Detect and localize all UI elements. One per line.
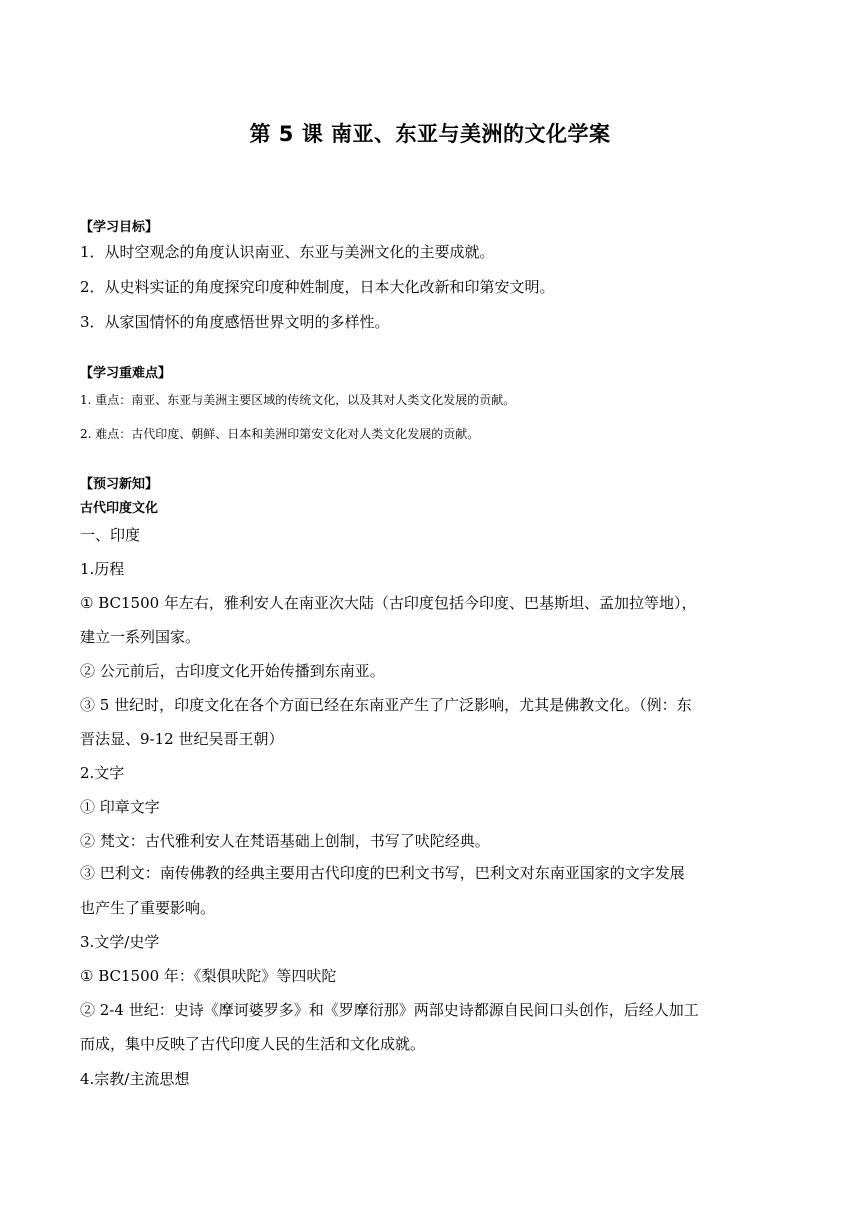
body-line: 2.文字 [80,764,125,782]
body-line: 4.宗教/主流思想 [80,1070,190,1088]
body-line: ② 梵文：古代雅利安人在梵语基础上创制，书写了吠陀经典。 [80,832,490,850]
objectives-heading: 【学习目标】 [80,220,159,235]
body-line: ② 公元前后，古印度文化开始传播到东南亚。 [80,662,385,680]
body-line: 一、印度 [80,526,141,544]
body-line: 3.文学/史学 [80,933,160,951]
key-points-heading: 【学习重难点】 [80,366,172,381]
key-point-item: 1. 重点：南亚、东亚与美洲主要区域的传统文化，以及其对人类文化发展的贡献。 [80,393,516,407]
body-line: ③ 5 世纪时，印度文化在各个方面已经在东南亚产生了广泛影响，尤其是佛教文化。（例：东 [80,696,692,714]
page-title: 第 5 课 南亚、东亚与美洲的文化学案 [249,122,611,146]
preview-heading: 【预习新知】 [80,477,159,492]
body-line: 1.历程 [80,560,125,578]
body-line: ① BC1500 年：《梨俱吠陀》等四吠陀 [80,967,337,985]
body-line: ① BC1500 年左右，雅利安人在南亚次大陆（古印度包括今印度、巴基斯坦、孟加拉等地）， [80,594,697,612]
objective-item: 2．从史料实证的角度探究印度种姓制度，日本大化改新和印第安文明。 [80,278,555,296]
body-line: 也产生了重要影响。 [80,899,216,917]
body-line: ② 2-4 世纪：史诗《摩诃婆罗多》和《罗摩衍那》两部史诗都源自民间口头创作，后经人加工 [80,1001,699,1019]
body-line: ① 印章文字 [80,798,160,816]
body-line: 晋法显、9-12 世纪吴哥王朝） [80,730,284,748]
body-line: 而成，集中反映了古代印度人民的生活和文化成就。 [80,1035,426,1053]
preview-subheading: 古代印度文化 [80,501,159,516]
key-point-item: 2. 难点：古代印度、朝鲜、日本和美洲印第安文化对人类文化发展的贡献。 [80,427,480,441]
objective-item: 1．从时空观念的角度认识南亚、东亚与美洲文化的主要成就。 [80,243,495,261]
body-line: 建立一系列国家。 [80,628,201,646]
body-line: ③ 巴利文：南传佛教的经典主要用古代印度的巴利文书写，巴利文对东南亚国家的文字发展 [80,864,685,882]
objective-item: 3．从家国情怀的角度感悟世界文明的多样性。 [80,313,390,331]
